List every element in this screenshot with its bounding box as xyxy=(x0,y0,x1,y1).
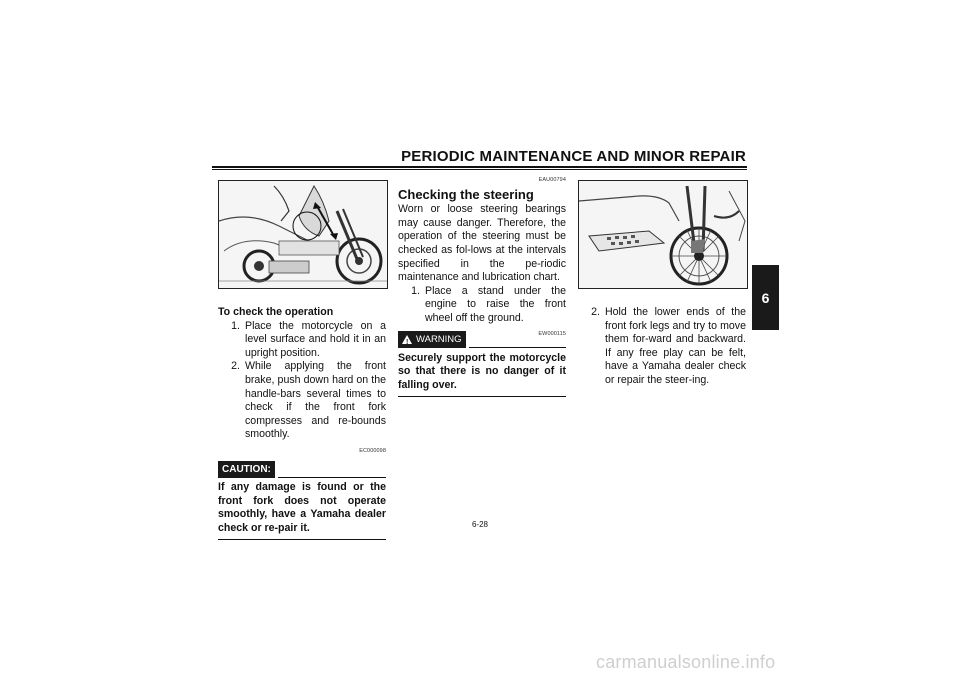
step-number: 2. xyxy=(231,360,240,373)
page-header-title: PERIODIC MAINTENANCE AND MINOR REPAIR xyxy=(401,148,746,165)
intro-paragraph: Worn or loose steering bearings may cause danger. Therefore, the operation of the steering must be checked as fol-lows at the intervals specified in the pe-riodic maintenance and lubrication chart. xyxy=(398,203,566,284)
caution-rule xyxy=(278,477,386,478)
middle-column xyxy=(398,174,566,397)
warning-badge xyxy=(398,331,466,349)
steering-check-photo xyxy=(578,180,748,289)
step-item xyxy=(578,306,746,388)
header-rule-thin xyxy=(212,169,747,170)
step-text: Place a stand under the engine to raise the front wheel off the ground. xyxy=(425,284,566,324)
caution-code: EC000098 xyxy=(359,447,386,454)
section-code: EAU00794 xyxy=(538,177,566,183)
section-title: Checking the steering xyxy=(398,186,534,202)
right-column xyxy=(578,306,746,388)
page-number: 6-28 xyxy=(471,520,488,529)
warning-code: EW000115 xyxy=(538,331,566,338)
warning-label: WARNING xyxy=(416,333,462,345)
warning-triangle-icon: ! xyxy=(402,335,412,344)
step-text: While applying the front brake, push down hard on the handle-bars several times to check if the front fork compresses and re-bounds smoothly. xyxy=(245,360,386,441)
step-item xyxy=(218,360,386,442)
step-text: Hold the lower ends of the front fork legs and try to move them for-ward and backward. If any free play can be felt, have a Yamaha dealer check or repair the steer-ing. xyxy=(605,306,746,386)
front-wheel-steering-photo-icon xyxy=(579,181,747,288)
step-number: 1. xyxy=(231,319,240,332)
subheading-check-operation: To check the operation xyxy=(218,306,334,318)
warning-end-rule xyxy=(398,396,566,397)
step-number: 2. xyxy=(591,306,600,318)
step-text: Place the motorcycle on a level surface and hold it in an upright position. xyxy=(245,319,386,359)
watermark[interactable]: carmanualsonline.info xyxy=(596,652,776,672)
step-item xyxy=(218,320,386,361)
warning-text: Securely support the motorcycle so that there is no danger of it falling over. xyxy=(398,351,566,391)
chapter-tab[interactable]: 6 xyxy=(752,265,779,330)
step-item xyxy=(398,285,566,326)
caution-badge: CAUTION: xyxy=(218,461,275,479)
header-rule xyxy=(212,166,747,168)
caution-end-rule xyxy=(218,539,386,540)
left-column xyxy=(218,306,386,540)
motorcycle-front-fork-photo-icon xyxy=(219,181,387,288)
fork-check-photo xyxy=(218,180,388,289)
caution-header xyxy=(218,461,386,479)
step-number: 1. xyxy=(411,284,420,297)
caution-text: If any damage is found or the front fork does not operate smoothly, have a Yamaha dealer check or re-pair it. xyxy=(218,481,386,534)
warning-rule xyxy=(469,347,566,348)
